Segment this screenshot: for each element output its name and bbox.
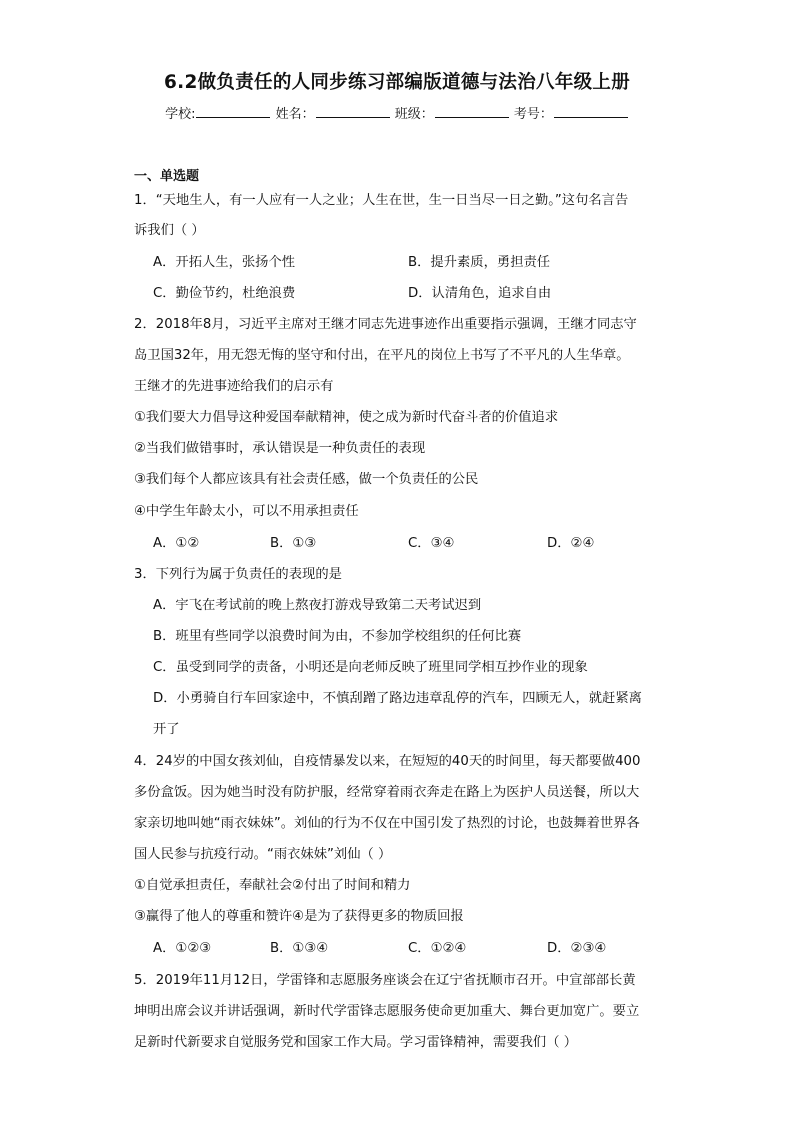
class-blank[interactable] [435, 105, 509, 118]
question-4-line-1: 4．24岁的中国女孩刘仙，自疫情暴发以来，在短短的40天的时间里，每天都要做400 [134, 754, 641, 769]
question-5-line-1: 5．2019年11月12日，学雷锋和志愿服务座谈会在辽宁省抚顺市召开。中宣部部长黄 [134, 973, 636, 988]
question-2-statement-2: ②当我们做错事时，承认错误是一种负责任的表现 [134, 441, 426, 456]
student-info-row [0, 103, 794, 122]
question-4-line-3: 家亲切地叫她“雨衣妹妹”。刘仙的行为不仅在中国引发了热烈的讨论，也鼓舞着世界各 [134, 816, 640, 831]
question-1-option-d[interactable]: D．认清角色，追求自由 [408, 286, 552, 301]
question-4-statements-1-2: ①自觉承担责任，奉献社会②付出了时间和精力 [134, 878, 411, 893]
number-blank[interactable] [554, 105, 628, 118]
school-label: 学校: [165, 107, 196, 122]
question-2-line-3: 王继才的先进事迹给我们的启示有 [134, 379, 334, 394]
school-blank[interactable] [196, 105, 270, 118]
question-5-line-2: 坤明出席会议并讲话强调，新时代学雷锋志愿服务使命更加重大、舞台更加宽广。要立 [134, 1004, 640, 1019]
question-4-option-d[interactable]: D．②③④ [547, 941, 607, 956]
question-1-option-c[interactable]: C．勤俭节约，杜绝浪费 [153, 286, 296, 301]
question-2-option-c[interactable]: C．③④ [408, 536, 455, 551]
question-2-option-d[interactable]: D．②④ [547, 536, 595, 551]
question-1-line-1: 1．“天地生人，有一人应有一人之业；人生在世，生一日当尽一日之勤。”这句名言告 [134, 193, 629, 208]
question-2-line-1: 2．2018年8月，习近平主席对王继才同志先进事迹作出重要指示强调，王继才同志守 [134, 317, 637, 332]
name-label: 姓名： [275, 107, 315, 122]
class-label: 班级： [394, 107, 434, 122]
question-3-option-d-line-1[interactable]: D．小勇骑自行车回家途中，不慎刮蹭了路边违章乱停的汽车，四顾无人，就赶紧离 [153, 691, 642, 706]
question-3-option-b[interactable]: B．班里有些同学以浪费时间为由，不参加学校组织的任何比赛 [153, 629, 522, 644]
question-4-option-a[interactable]: A．①②③ [153, 941, 212, 956]
name-blank[interactable] [316, 105, 390, 118]
question-2-option-a[interactable]: A．①② [153, 536, 200, 551]
question-3-option-d-line-2[interactable]: 开了 [153, 722, 180, 737]
question-4-option-c[interactable]: C．①②④ [408, 941, 467, 956]
number-label: 考号： [513, 107, 553, 122]
question-1-option-b[interactable]: B．提升素质，勇担责任 [408, 255, 551, 270]
question-4-line-2: 多份盒饭。因为她当时没有防护服，经常穿着雨衣奔走在路上为医护人员送餐，所以大 [134, 785, 640, 800]
question-3-line-1: 3．下列行为属于负责任的表现的是 [134, 567, 342, 582]
question-2-statement-1: ①我们要大力倡导这种爱国奉献精神，使之成为新时代奋斗者的价值追求 [134, 410, 559, 425]
question-2-statement-4: ④中学生年龄太小，可以不用承担责任 [134, 504, 359, 519]
question-4-statements-3-4: ③赢得了他人的尊重和赞许④是为了获得更多的物质回报 [134, 909, 464, 924]
question-5-line-3: 足新时代新要求自觉服务党和国家工作大局。学习雷锋精神，需要我们（ ） [134, 1035, 578, 1050]
question-3-option-c[interactable]: C．虽受到同学的责备，小明还是向老师反映了班里同学相互抄作业的现象 [153, 660, 588, 675]
question-2-statement-3: ③我们每个人都应该具有社会责任感，做一个负责任的公民 [134, 472, 479, 487]
question-3-option-a[interactable]: A．宇飞在考试前的晚上熬夜打游戏导致第二天考试迟到 [153, 598, 482, 613]
question-2-line-2: 岛卫国32年，用无怨无悔的坚守和付出，在平凡的岗位上书写了不平凡的人生华章。 [134, 348, 630, 363]
question-4-line-4: 国人民参与抗疫行动。“雨衣妹妹”刘仙（ ） [134, 847, 392, 862]
question-4-option-b[interactable]: B．①③④ [270, 941, 329, 956]
question-1-option-a[interactable]: A．开拓人生，张扬个性 [153, 255, 296, 270]
question-1-line-2: 诉我们（ ） [134, 223, 205, 238]
section-heading: 一、单选题 [134, 169, 200, 184]
question-2-option-b[interactable]: B．①③ [270, 536, 317, 551]
page-title: 6.2做负责任的人同步练习部编版道德与法治八年级上册 [163, 72, 631, 93]
